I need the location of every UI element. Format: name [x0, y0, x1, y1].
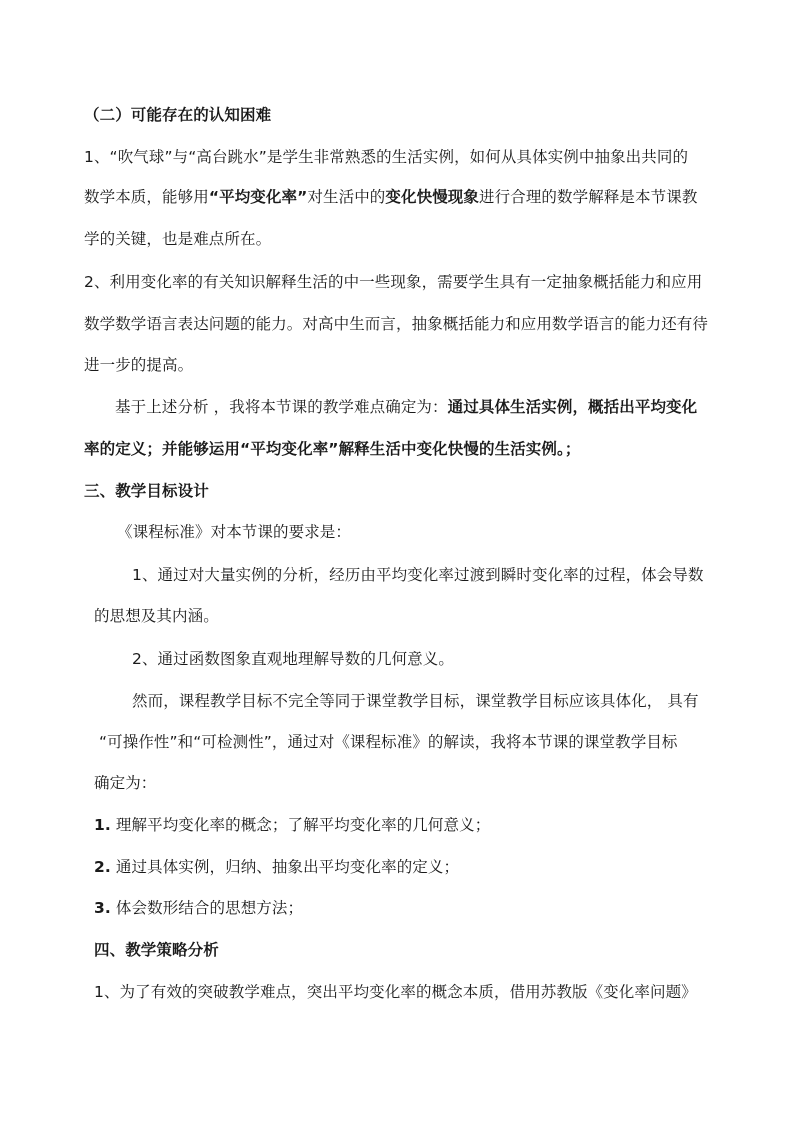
- paragraph-line: 1、通过对大量实例的分析，经历由平均变化率过渡到瞬时变化率的过程，体会导数: [132, 566, 704, 584]
- list-number: 2.: [94, 858, 111, 876]
- paragraph-line: [84, 187, 697, 207]
- paragraph-line: 确定为：: [94, 774, 157, 792]
- paragraph-line: [115, 397, 697, 417]
- list-text: 理解平均变化率的概念；了解平均变化率的几何意义；: [115, 816, 491, 834]
- list-item: [94, 898, 303, 918]
- list-text: 体会数形结合的思想方法；: [115, 899, 304, 917]
- paragraph-line: 1、为了有效的突破教学难点，突出平均变化率的概念本质，借用苏教版《变化率问题》: [94, 983, 697, 1001]
- text-run: 对生活中的: [307, 188, 386, 206]
- paragraph-line: 2、通过函数图象直观地理解导数的几何意义。: [132, 650, 454, 668]
- emphasis-text: 通过具体生活实例，概括出平均变化: [447, 398, 698, 416]
- paragraph-line: 1、“吹气球”与“高台跳水”是学生非常熟悉的生活实例，如何从具体实例中抽象出共同的: [84, 148, 689, 166]
- text-run: 基于上述分析 ，我将本节课的教学难点确定为：: [115, 398, 448, 416]
- list-text: 通过具体实例，归纳、抽象出平均变化率的定义；: [115, 858, 460, 876]
- paragraph-line: 数学数学语言表达问题的能力。对高中生而言，抽象概括能力和应用数学语言的能力还有待: [84, 315, 709, 333]
- text-run: 数学本质，能够用: [84, 188, 209, 206]
- paragraph-line: 进一步的提高。: [84, 356, 194, 374]
- section-heading-objectives: 三、教学目标设计: [84, 482, 209, 500]
- text-run: 进行合理的数学解释是本节课教: [479, 188, 698, 206]
- emphasis-text: 变化快慢现象: [385, 188, 480, 206]
- section-heading-strategy: 四、教学策略分析: [94, 941, 219, 959]
- emphasis-text: “平均变化率”: [208, 188, 308, 206]
- section-heading-difficulties: （二）可能存在的认知困难: [84, 106, 272, 124]
- paragraph-line: 学的关键，也是难点所在。: [84, 230, 272, 248]
- paragraph-line: 2、利用变化率的有关知识解释生活的中一些现象，需要学生具有一定抽象概括能力和应用: [84, 273, 703, 291]
- paragraph-line: “可操作性”和“可检测性”，通过对《课程标准》的解读，我将本节课的课堂教学目标: [99, 733, 678, 751]
- paragraph-line: 的思想及其内涵。: [94, 607, 219, 625]
- paragraph-line: 《课程标准》对本节课的要求是：: [117, 523, 352, 541]
- list-item: [94, 857, 459, 877]
- paragraph-line: 然而，课程教学目标不完全等同于课堂教学目标，课堂教学目标应该具体化， 具有: [132, 692, 699, 710]
- list-item: [94, 815, 490, 835]
- list-number: 1.: [94, 816, 111, 834]
- list-number: 3.: [94, 899, 111, 917]
- paragraph-line: 率的定义；并能够运用“平均变化率”解释生活中变化快慢的生活实例。；: [84, 440, 581, 458]
